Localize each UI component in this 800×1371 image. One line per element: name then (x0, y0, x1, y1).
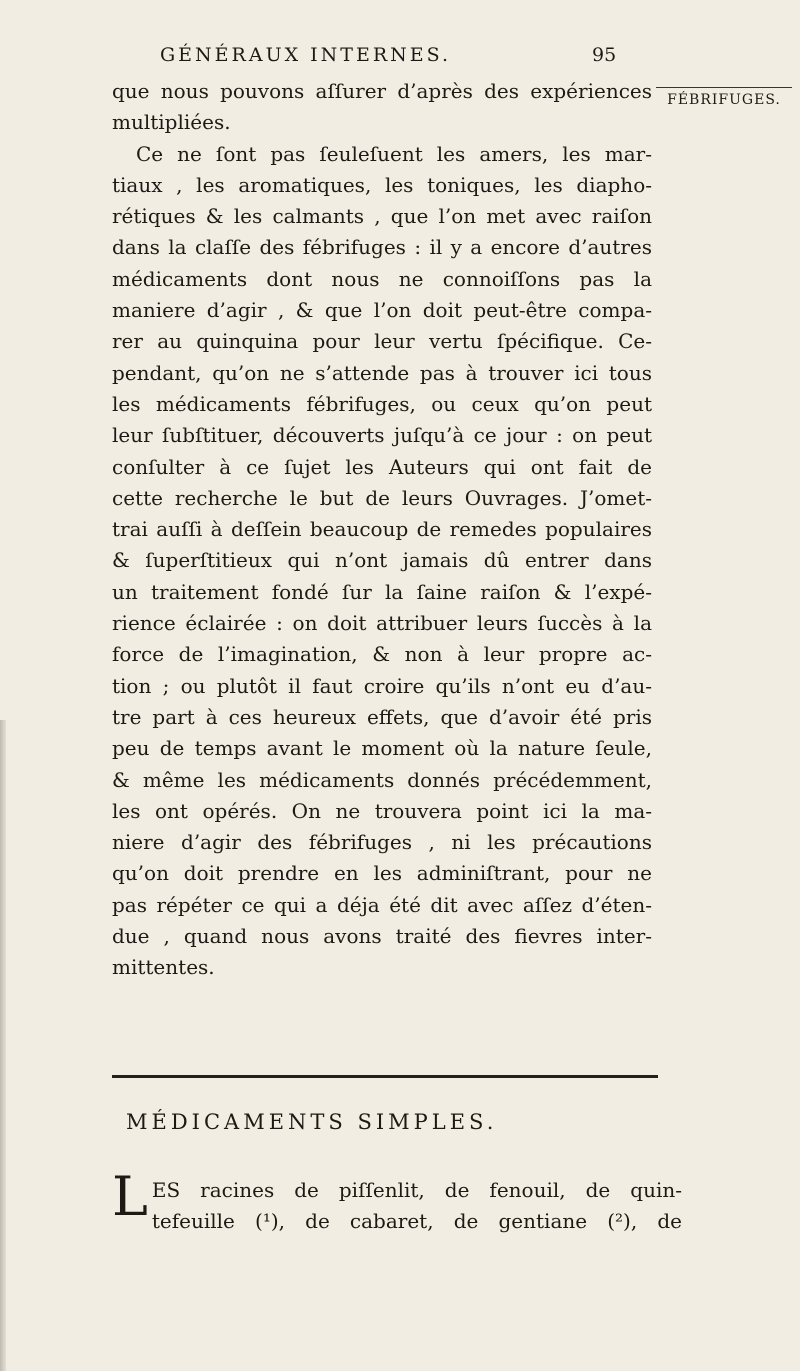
text-line: dans la claſſe des fébrifuges : il y a encore d’autres (112, 235, 652, 260)
page-edge-shadow (0, 720, 6, 1371)
text-line: qu’on doit prendre en les adminiſtrant, pour ne (112, 861, 652, 886)
running-title: GÉNÉRAUX INTERNES. (160, 44, 451, 66)
section-divider-rule (112, 1075, 658, 1078)
text-line: multipliées. (112, 110, 231, 135)
text-line: & ſuperſtitieux qui n’ont jamais dû entrer dans (112, 548, 652, 573)
text-line: niere d’agir des fébrifuges , ni les précautions (112, 830, 652, 855)
text-line: un traitement fondé ſur la ſaine raiſon & l’expé- (112, 579, 652, 604)
text-line: & même les médicaments donnés précédemment, (112, 767, 652, 792)
text-line: tion ; ou plutôt il faut croire qu’ils n’ont eu d’au- (112, 673, 652, 698)
text-line: les médicaments fébrifuges, ou ceux qu’on peut (112, 391, 652, 416)
dropcap-letter: L (112, 1165, 148, 1228)
text-line: trai auſſi à deſſein beaucoup de remedes populaires (112, 517, 652, 542)
text-line: ES racines de piſſenlit, de fenouil, de quin- (151, 1178, 682, 1202)
text-line: conſulter à ce ſujet les Auteurs qui ont fait de (112, 454, 652, 479)
text-line: cette recherche le but de leurs Ouvrages. J’omet- (112, 485, 652, 510)
text-line: leur ſubſtituer, découverts juſqu’à ce jour : on peut (112, 423, 652, 448)
text-line: force de l’imagination, & non à leur propre ac- (112, 642, 652, 667)
text-line: les ont opérés. On ne trouvera point ici la ma- (112, 798, 652, 823)
marginal-note: FÉBRIFUGES. (656, 87, 792, 108)
text-line: que nous pouvons aſſurer d’après des expériences (112, 79, 652, 103)
text-line: tre part à ces heureux effets, que d’avoir été pris (112, 704, 652, 729)
main-paragraph (112, 76, 652, 984)
text-line: tefeuille (¹), de cabaret, de gentiane (²), de (151, 1209, 682, 1234)
text-line: rer au quinquina pour leur vertu ſpécifique. Ce- (112, 329, 652, 354)
text-line: pas répéter ce qui a déja été dit avec aſſez d’éten- (112, 892, 652, 917)
section-heading: MÉDICAMENTS SIMPLES. (126, 1110, 498, 1134)
text-line: mittentes. (112, 955, 215, 980)
text-line: maniere d’agir , & que l’on doit peut-être compa- (112, 298, 652, 323)
text-line: due , quand nous avons traité des fievres inter- (112, 924, 652, 949)
section-paragraph (112, 1165, 682, 1238)
text-line: pendant, qu’on ne s’attende pas à trouver ici tous (112, 360, 652, 385)
text-line: Ce ne ſont pas ſeuleſuent les amers, les mar- (136, 141, 652, 166)
text-line: peu de temps avant le moment où la nature ſeule, (112, 736, 652, 761)
text-line: médicaments dont nous ne connoiſſons pas la (112, 266, 652, 291)
text-line: rétiques & les calmants , que l’on met avec raiſon (112, 204, 652, 229)
text-line: tiaux , les aromatiques, les toniques, les diapho- (112, 172, 652, 197)
text-line: rience éclairée : on doit attribuer leurs ſuccès à la (112, 611, 652, 636)
page-number: 95 (592, 44, 617, 66)
